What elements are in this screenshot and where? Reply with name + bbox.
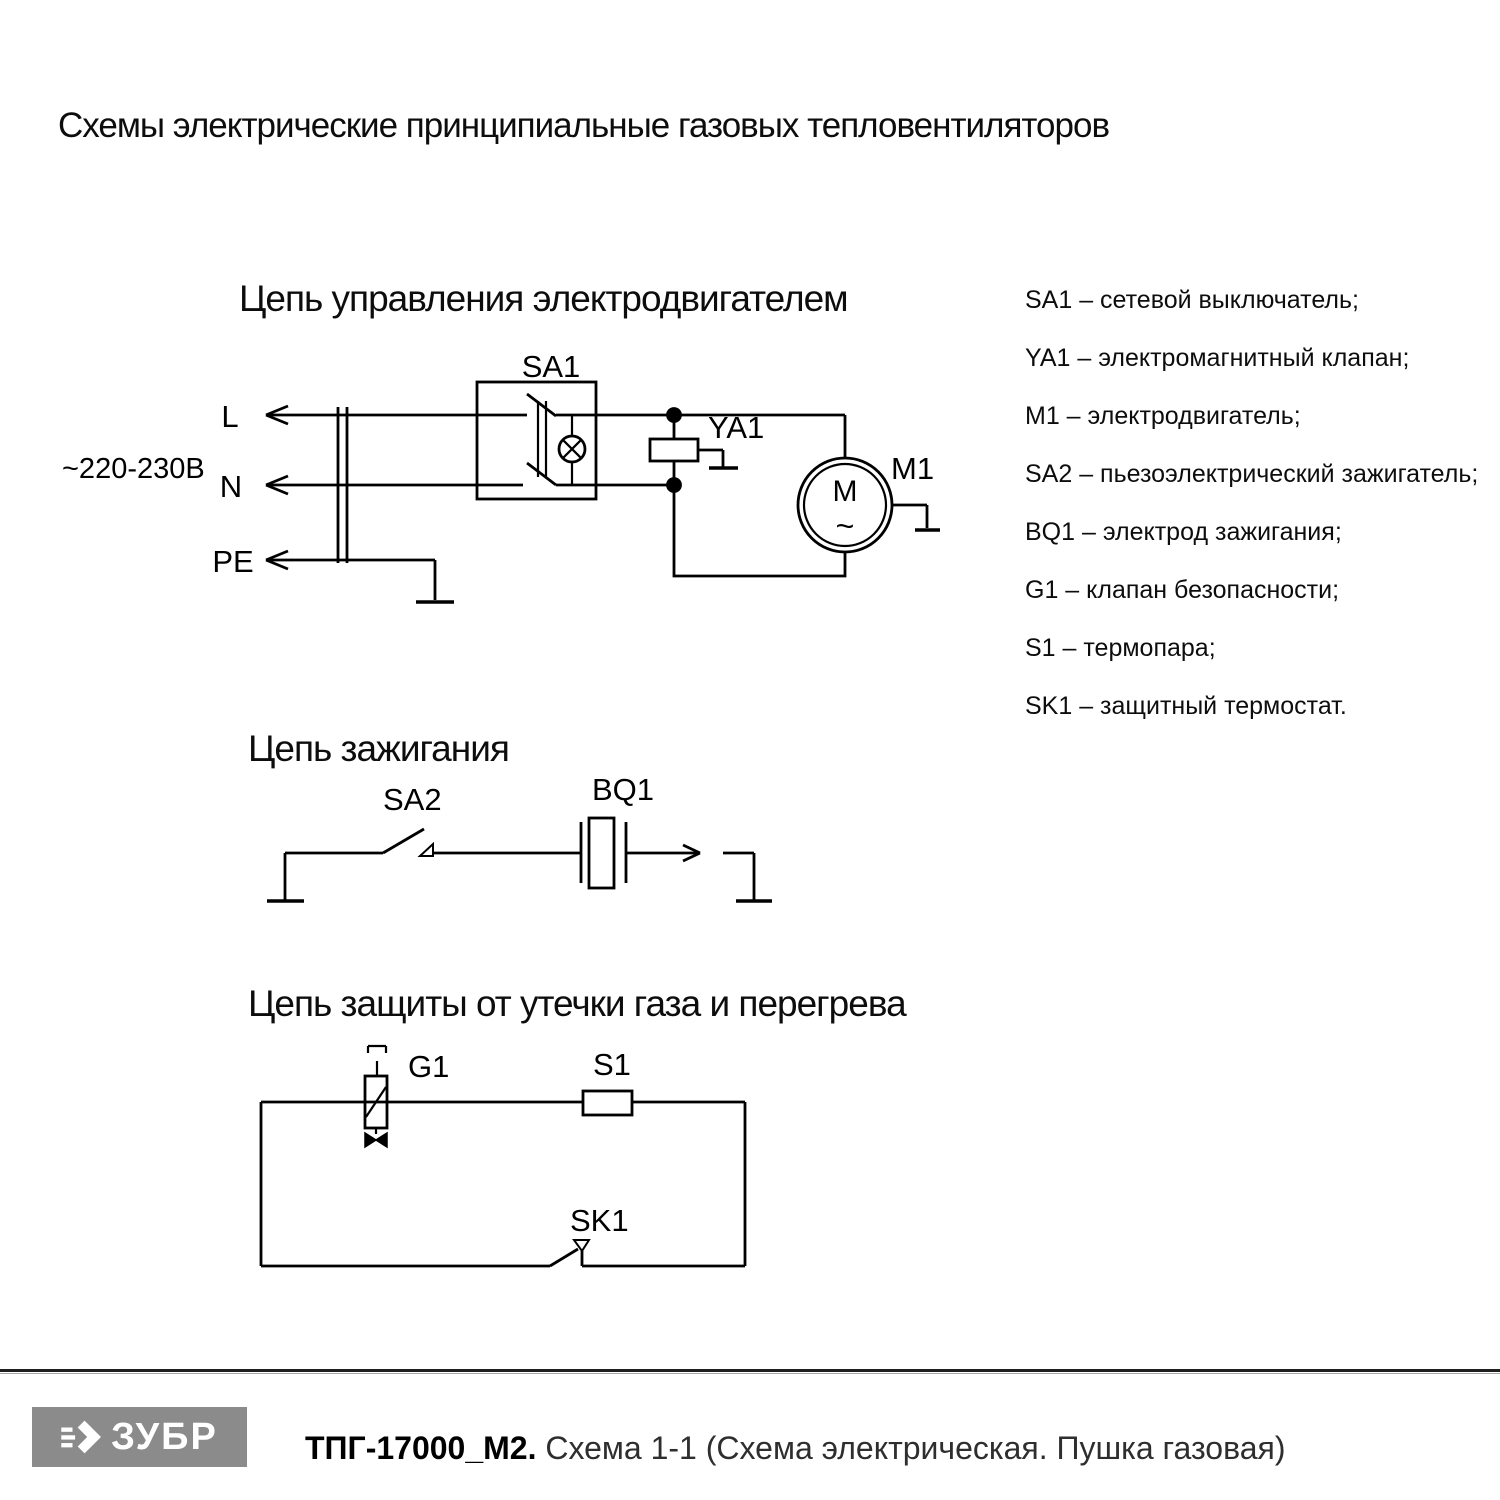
footer-caption-line [305, 1430, 1285, 1467]
scheme-caption: Схема 1-1 (Схема электрическая. Пушка газовая) [545, 1430, 1286, 1466]
sa2-blade [383, 829, 424, 853]
footer-divider [0, 1369, 1500, 1372]
zubr-logo [32, 1407, 247, 1467]
legend-item-sa2: SA2 – пьезоэлектрический зажигатель; [1025, 460, 1479, 488]
sa1-blade-top [527, 394, 556, 416]
voltage-label: ~220-230В [62, 453, 205, 485]
legend-item-bq1: BQ1 – электрод зажигания; [1025, 518, 1342, 546]
sa2-contact-icon [420, 844, 433, 856]
line-l-label: L [221, 399, 239, 434]
section-title-motor-control: Цепь управления электродвигателем [239, 278, 848, 319]
legend-item-m1: M1 – электродвигатель; [1025, 402, 1301, 430]
component-legend [1025, 286, 1479, 752]
s1-label: S1 [593, 1047, 631, 1082]
ya1-label: YA1 [708, 410, 765, 445]
footer-divider-shadow [0, 1373, 1500, 1374]
page-title: Схемы электрические принципиальные газовых тепловентиляторов [58, 106, 1110, 145]
g1-valve-bowtie-left-icon [365, 1133, 376, 1147]
wire-pe [266, 560, 435, 600]
g1-thermo-top-icon [368, 1046, 386, 1076]
g1-valve-bowtie-right-icon [376, 1133, 387, 1147]
ignition-right-terminal [723, 853, 754, 900]
bq1-label: BQ1 [592, 772, 655, 807]
sa1-blade-bottom [527, 463, 556, 485]
zubr-logo-icon [61, 1418, 103, 1456]
g1-label: G1 [408, 1049, 450, 1084]
motor-return-wire [674, 485, 845, 576]
legend-item-sk1: SK1 – защитный термостат. [1025, 692, 1347, 720]
sa1-label: SA1 [521, 349, 581, 384]
section-title-protection: Цепь защиты от утечки газа и перегрева [248, 983, 906, 1024]
ignition-circuit [267, 818, 772, 901]
protection-circuit [261, 1046, 745, 1266]
switch-sa1 [477, 382, 845, 499]
model-number: ТПГ-17000_М2. [305, 1430, 537, 1466]
line-n-label: N [219, 469, 243, 504]
sk1-blade [550, 1249, 578, 1266]
s1-thermocouple [583, 1091, 632, 1115]
line-pe-label: PE [212, 544, 254, 579]
motor-ground-lead [892, 505, 927, 528]
sa1-lamp-cross-icon [563, 440, 581, 458]
sk1-label: SK1 [570, 1203, 629, 1238]
m1-label: M1 [891, 451, 935, 486]
protection-loop [261, 1102, 745, 1266]
sa2-label: SA2 [383, 782, 442, 817]
legend-item-sa1: SA1 – сетевой выключатель; [1025, 286, 1359, 314]
legend-item-ya1: YA1 – электромагнитный клапан; [1025, 344, 1410, 372]
bq1-crystal [589, 818, 614, 888]
motor-ac-label: ~ [835, 508, 855, 544]
section-title-ignition: Цепь зажигания [248, 728, 509, 769]
sa1-link-icon [538, 401, 546, 477]
ya1-ground-lead [698, 450, 723, 467]
power-input-lines [266, 406, 527, 602]
motor-letter-label: M [832, 475, 858, 508]
ya1-coil [650, 439, 698, 461]
zubr-logo-text: ЗУБР [111, 1416, 218, 1458]
legend-item-s1: S1 – термопара; [1025, 634, 1216, 662]
legend-item-g1: G1 – клапан безопасности; [1025, 576, 1340, 604]
